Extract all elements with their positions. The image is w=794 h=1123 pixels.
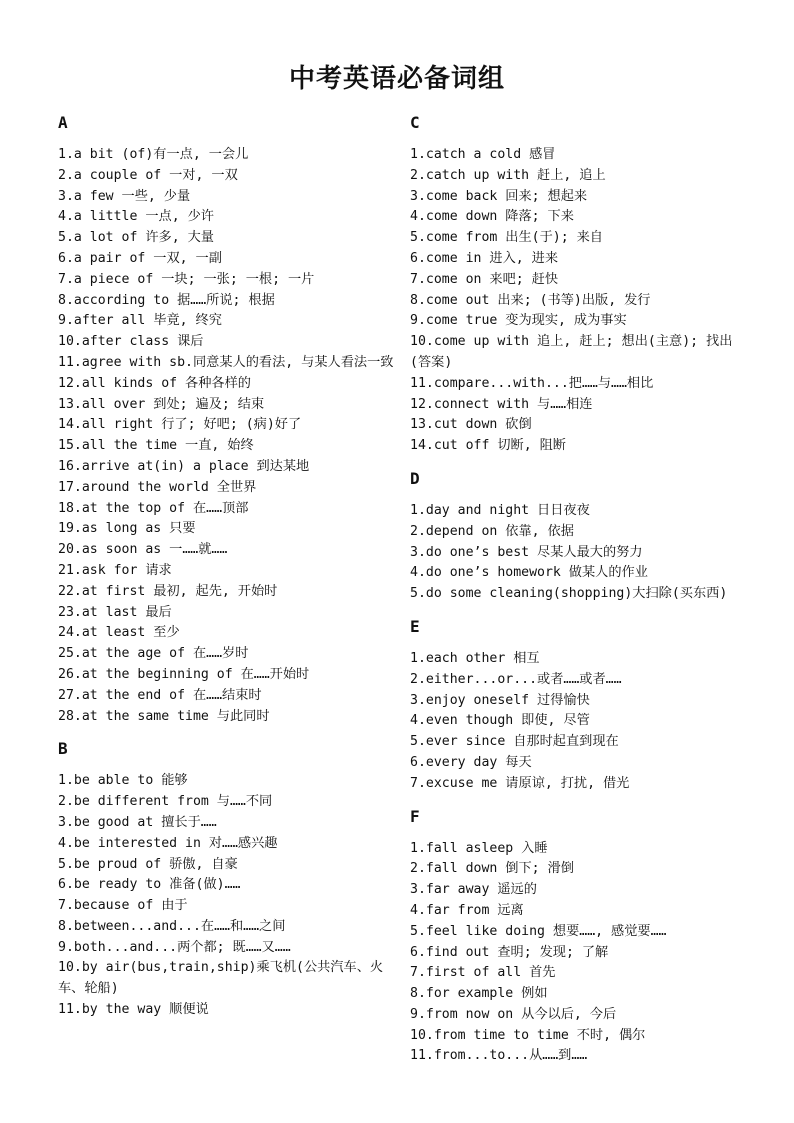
phrase-item: 4.a little 一点, 少许: [58, 209, 214, 225]
phrase-item: 12.connect with 与……相连: [410, 396, 593, 412]
phrase-item: 9.come true 变为现实, 成为事实: [410, 313, 627, 329]
phrase-item: 4.be interested in 对……感兴趣: [58, 835, 278, 851]
phrase-item: 8.come out 出来; (书等)出版, 发行: [410, 292, 651, 308]
phrase-item: 4.come down 降落; 下来: [410, 209, 574, 225]
phrase-item: 16.arrive at(in) a place 到达某地: [58, 458, 310, 474]
phrase-item: 6.come in 进入, 进来: [410, 250, 559, 266]
phrase-item: 1.catch a cold 感冒: [410, 147, 556, 162]
phrase-item: 11.agree with sb.同意某人的看法, 与某人看法一致: [58, 354, 394, 370]
phrase-item: 2.catch up with 赶上, 追上: [410, 167, 606, 183]
phrase-item: 10.from time to time 不时, 偶尔: [410, 1027, 646, 1043]
phrase-item: 5.a lot of 许多, 大量: [58, 230, 214, 246]
phrase-item: 3.a few 一些, 少量: [58, 188, 191, 204]
phrase-item: 7.come on 来吧; 赶快: [410, 271, 559, 287]
phrase-item: 11.from...to...从……到……: [410, 1048, 588, 1064]
phrase-item: 5.be proud of 骄傲, 自豪: [58, 856, 238, 872]
section-e: [410, 617, 750, 795]
phrase-item: 17.around the world 全世界: [58, 479, 257, 495]
phrase-item: 1.fall asleep 入睡: [410, 840, 548, 856]
phrase-item: 3.be good at 擅长于……: [58, 814, 217, 830]
phrase-item: 3.far away 遥远的: [410, 882, 537, 898]
phrase-item: 6.be ready to 准备(做)……: [58, 877, 241, 893]
phrase-item: 5.do some cleaning(shopping)大扫除(买东西): [410, 586, 728, 602]
section-heading: A: [58, 113, 68, 132]
phrase-item: 8.between...and...在……和……之间: [58, 918, 286, 934]
section-heading: C: [410, 113, 420, 132]
phrase-item: 11.by the way 顺便说: [58, 1002, 209, 1018]
phrase-item: 2.either...or...或者……或者……: [410, 671, 622, 687]
phrase-item: 1.be able to 能够: [58, 773, 188, 789]
section-b: [58, 739, 398, 1021]
phrase-item: 14.cut off 切断, 阻断: [410, 438, 566, 454]
phrase-item: 23.at last 最后: [58, 604, 172, 620]
phrase-item: 21.ask for 请求: [58, 562, 172, 578]
section-d: [410, 469, 750, 605]
phrase-item: 8.for example 例如: [410, 986, 548, 1002]
phrase-item: 10.come up with 追上, 赶上; 想出(主意); 找出(答案): [410, 334, 733, 370]
left-column: [58, 113, 398, 1033]
phrase-item: 7.excuse me 请原谅, 打扰, 借光: [410, 775, 630, 791]
phrase-item: 2.a couple of 一对, 一双: [58, 167, 238, 183]
phrase-item: 9.after all 毕竟, 终究: [58, 313, 222, 329]
phrase-item: 15.all the time 一直, 始终: [58, 438, 254, 454]
phrase-item: 4.far from 远离: [410, 902, 524, 918]
phrase-item: 1.a bit (of)有一点, 一会儿: [58, 147, 249, 162]
phrase-item: 13.cut down 砍倒: [410, 417, 532, 433]
phrase-item: 4.do one’s homework 做某人的作业: [410, 565, 648, 581]
phrase-item: 5.ever since 自那时起直到现在: [410, 734, 619, 750]
section-c: [410, 113, 750, 457]
phrase-item: 3.enjoy oneself 过得愉快: [410, 692, 590, 708]
phrase-item: 10.by air(bus,train,ship)乘飞机(公共汽车、火车、轮船): [58, 960, 384, 997]
phrase-item: 22.at first 最初, 起先, 开始时: [58, 583, 278, 599]
right-column: [410, 113, 750, 1079]
phrase-item: 2.fall down 倒下; 滑倒: [410, 861, 574, 877]
section-a: [58, 113, 398, 727]
phrase-item: 9.both...and...两个都; 既……又……: [58, 939, 291, 955]
phrase-item: 12.all kinds of 各种各样的: [58, 375, 251, 391]
phrase-item: 7.first of all 首先: [410, 965, 556, 981]
phrase-item: 18.at the top of 在……顶部: [58, 500, 249, 516]
phrase-item: 24.at least 至少: [58, 625, 180, 641]
phrase-item: 3.come back 回来; 想起来: [410, 188, 588, 204]
phrase-item: 2.be different from 与……不同: [58, 794, 273, 810]
phrase-item: 7.because of 由于: [58, 898, 188, 914]
phrase-item: 7.a piece of 一块; 一张; 一根; 一片: [58, 271, 315, 287]
phrase-item: 10.after class 课后: [58, 334, 204, 350]
section-heading: B: [58, 739, 68, 759]
phrase-item: 11.compare...with...把……与……相比: [410, 375, 654, 391]
phrase-item: 1.day and night 日日夜夜: [410, 502, 590, 518]
phrase-item: 3.do one’s best 尽某人最大的努力: [410, 544, 643, 560]
phrase-item: 5.feel like doing 想要……, 感觉要……: [410, 923, 667, 939]
phrase-item: 25.at the age of 在……岁时: [58, 646, 249, 662]
phrase-item: 19.as long as 只要: [58, 521, 196, 537]
phrase-item: 5.come from 出生(于); 来自: [410, 230, 603, 246]
phrase-item: 6.a pair of 一双, 一副: [58, 250, 222, 266]
phrase-item: 1.each other 相互: [410, 650, 540, 666]
phrase-item: 14.all right 行了; 好吧; (病)好了: [58, 417, 302, 433]
section-heading: E: [410, 616, 420, 636]
phrase-item: 6.find out 查明; 发现; 了解: [410, 944, 609, 960]
phrase-item: 4.even though 即使, 尽管: [410, 713, 590, 729]
section-heading: F: [410, 806, 420, 826]
section-f: [410, 807, 750, 1068]
phrase-item: 8.according to 据……所说; 根据: [58, 292, 275, 308]
phrase-item: 2.depend on 依靠, 依据: [410, 523, 574, 539]
phrase-item: 20.as soon as 一……就……: [58, 542, 228, 558]
phrase-item: 9.from now on 从今以后, 今后: [410, 1006, 617, 1022]
phrase-item: 28.at the same time 与此同时: [58, 708, 270, 724]
phrase-item: 27.at the end of 在……结束时: [58, 687, 262, 703]
phrase-item: 26.at the beginning of 在……开始时: [58, 666, 310, 682]
section-heading: D: [410, 468, 420, 488]
phrase-item: 6.every day 每天: [410, 754, 532, 770]
page-title: 中考英语必备词组: [288, 64, 505, 94]
phrase-item: 13.all over 到处; 遍及; 结束: [58, 396, 265, 412]
